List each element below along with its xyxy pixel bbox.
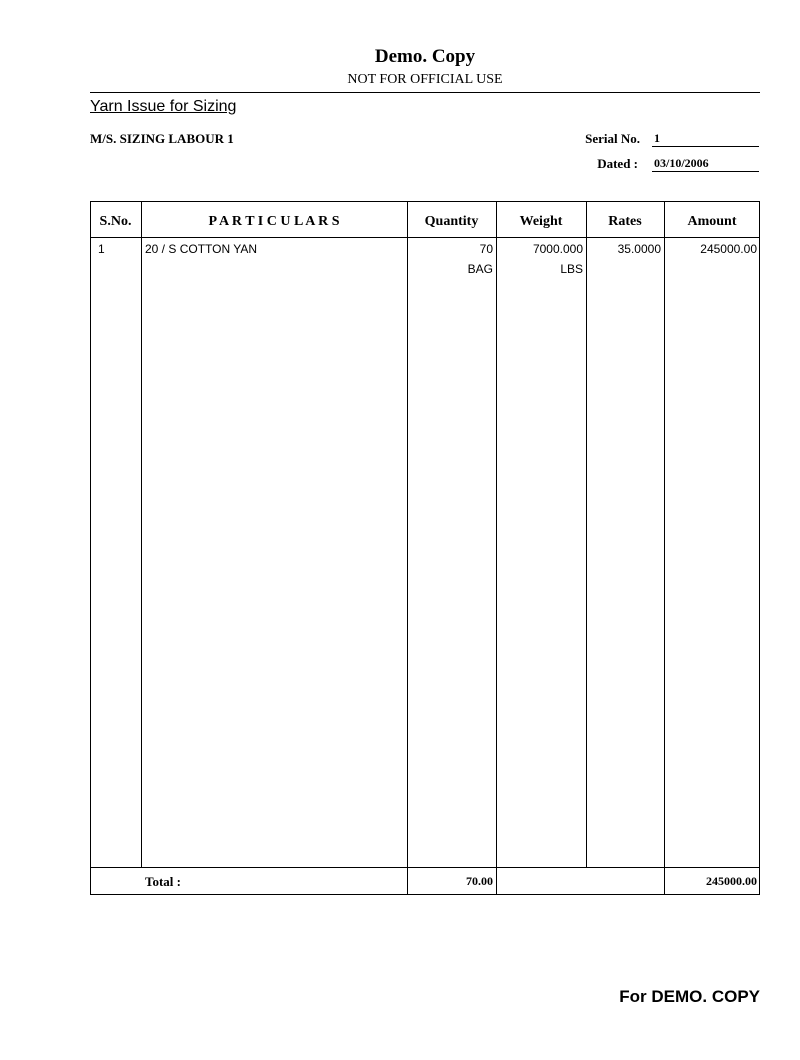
col-header-rates: Rates [608,214,642,229]
dated-value: 03/10/2006 [652,156,759,172]
row-1-weight: 7000.000 [532,242,583,256]
col-header-quantity: Quantity [424,214,479,229]
row-1-quantity-unit: BAG [467,262,493,276]
header-divider [90,92,760,93]
serial-value: 1 [652,131,759,147]
col-divider-quantity [496,201,497,895]
dated-label: Dated : [597,156,638,171]
col-header-weight: Weight [519,214,563,229]
document-subtitle: NOT FOR OFFICIAL USE [347,72,503,87]
col-header-particulars: P A R T I C U L A R S [208,214,340,229]
row-1-particulars: 20 / S COTTON YAN [145,242,258,256]
row-1-weight-unit: LBS [560,262,583,276]
row-1-quantity: 70 [479,242,493,256]
footer-note: For DEMO. COPY [619,987,760,1006]
row-1-rate: 35.0000 [617,242,661,256]
total-quantity: 70.00 [466,874,493,888]
party-name: M/S. SIZING LABOUR 1 [90,131,234,146]
document-title: Demo. Copy [374,46,476,67]
header-row-divider [90,237,760,238]
document-type: Yarn Issue for Sizing [90,98,237,115]
col-header-amount: Amount [687,214,737,229]
total-row-divider [90,867,760,868]
total-label: Total : [145,874,181,889]
col-divider-rates [664,201,665,895]
items-table [90,201,760,895]
col-divider-sno [141,201,142,867]
col-divider-weight [586,201,587,867]
row-1-amount: 245000.00 [700,242,757,256]
total-amount: 245000.00 [706,874,757,888]
serial-label: Serial No. [585,131,640,146]
col-header-sno: S.No. [99,214,132,229]
row-1-sno: 1 [98,242,105,256]
col-divider-particulars [407,201,408,895]
